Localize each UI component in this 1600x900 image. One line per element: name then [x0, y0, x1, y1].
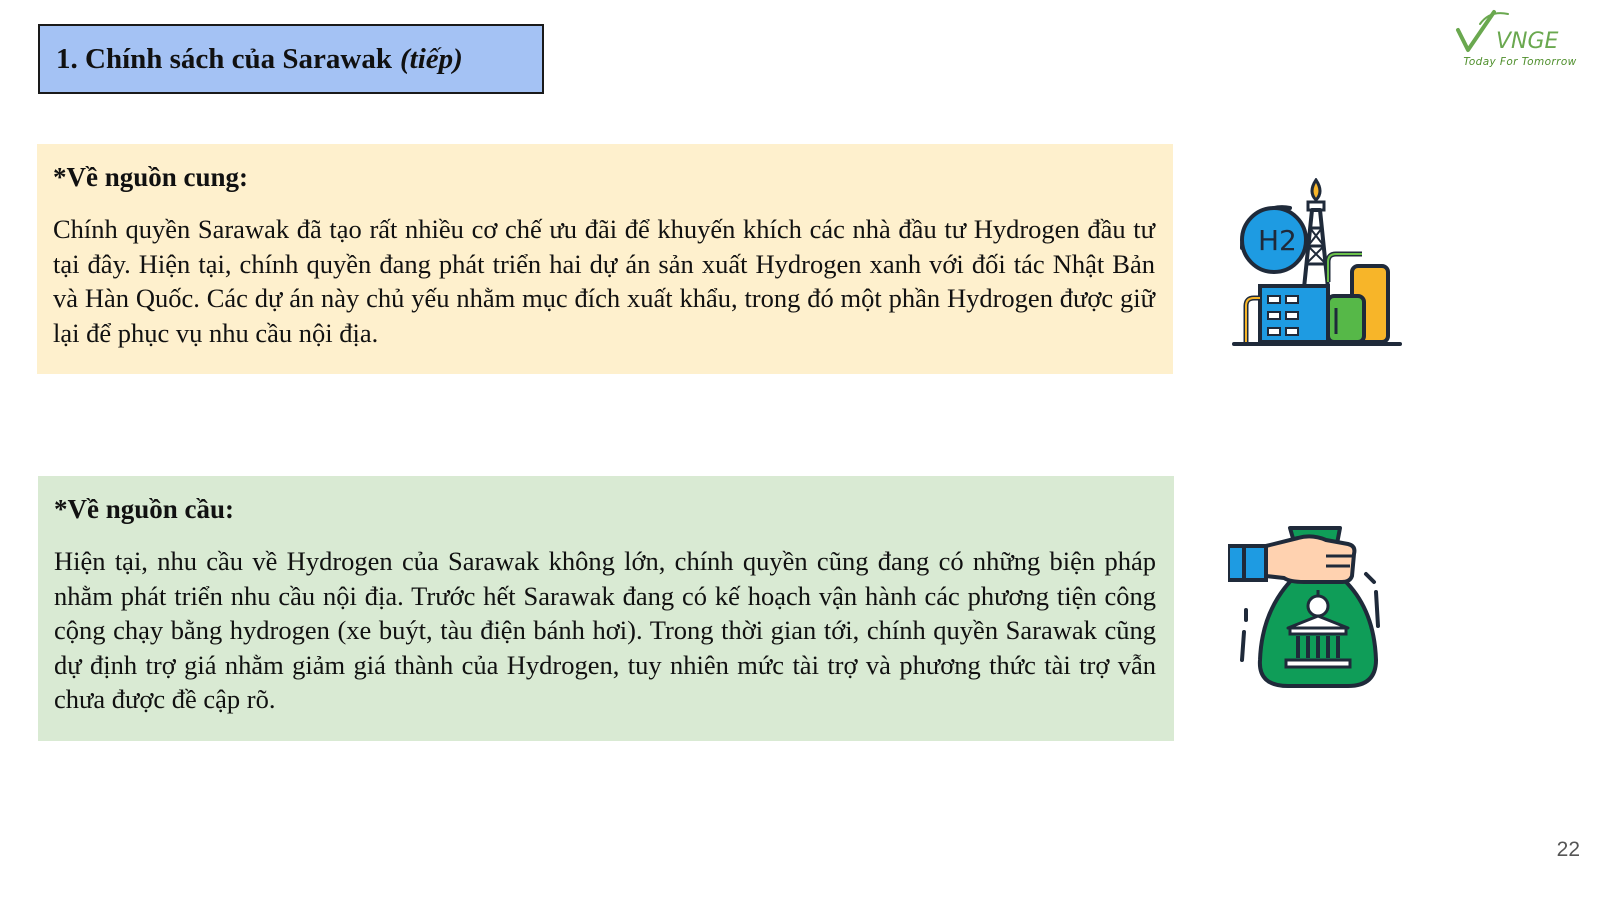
- demand-panel: [38, 476, 1174, 741]
- vnge-logo-mark-icon: [1450, 6, 1590, 56]
- slide-title: [38, 24, 544, 94]
- demand-body: Hiện tại, nhu cầu về Hydrogen của Sarawak không lớn, chính quyền cũng đang có những biện pháp nhằm phát triển nhu cầu nội địa. Trước hết Sarawak đang có kế hoạch vận hành các phương tiện công cộng chạy bằng hydrogen (xe buýt, tàu điện bánh hơi). Trong thời gian tới, chính quyền Sarawak cũng dự định trợ giá nhằm giảm giá thành của Hydrogen, tuy nhiên mức tài trợ và phương thức tài trợ vẫn chưa được đề cập rõ.: [54, 546, 1156, 714]
- slide-title-suffix: (tiếp): [400, 42, 463, 75]
- logo-wordmark: VNGE: [1496, 29, 1559, 54]
- slide-title-main: 1. Chính sách của Sarawak: [56, 42, 392, 75]
- hydrogen-factory-icon: [1232, 178, 1402, 358]
- supply-heading: *Về nguồn cung:: [53, 162, 249, 192]
- supply-body: Chính quyền Sarawak đã tạo rất nhiều cơ chế ưu đãi để khuyến khích các nhà đầu tư Hydrogen đầu tư tại đây. Hiện tại, chính quyền đang phát triển hai dự án sản xuất Hydrogen xanh với đối tác Nhật Bản và Hàn Quốc. Các dự án này chủ yếu nhằm mục đích xuất khẩu, trong đó một phần Hydrogen được giữ lại để phục vụ nhu cầu nội địa.: [53, 214, 1155, 348]
- supply-panel: [37, 144, 1173, 374]
- page-number: 22: [1556, 838, 1580, 861]
- h2-label: H2: [1258, 224, 1297, 257]
- vnge-logo: [1450, 6, 1590, 72]
- government-money-bag-icon: [1228, 520, 1398, 700]
- demand-heading: *Về nguồn cầu:: [54, 494, 235, 524]
- logo-tagline: Today For Tomorrow: [1463, 56, 1577, 68]
